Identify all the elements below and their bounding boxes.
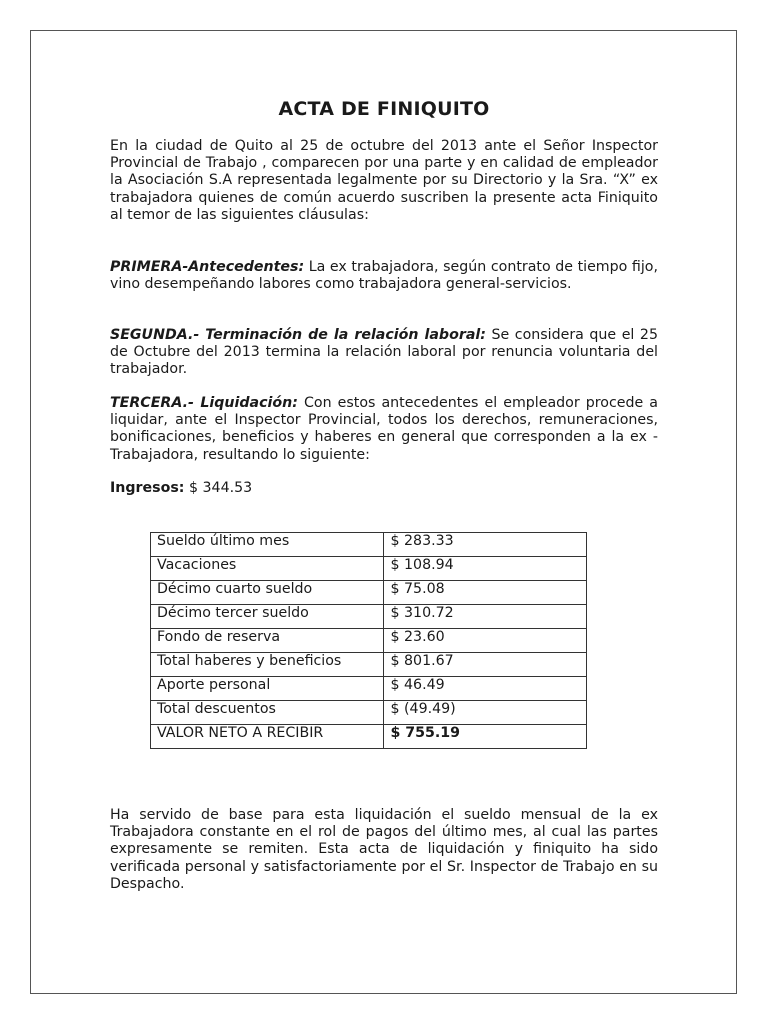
ingresos-line — [110, 480, 658, 497]
ingresos-value: $ 344.53 — [184, 480, 253, 496]
table-row — [151, 605, 587, 629]
amount-cell: $ 108.94 — [384, 557, 587, 581]
net-value-label: VALOR NETO A RECIBIR — [151, 725, 384, 749]
amount-cell: $ 801.67 — [384, 653, 587, 677]
table-row — [151, 653, 587, 677]
liquidation-table — [150, 532, 587, 749]
table-row — [151, 533, 587, 557]
concept-cell: Total haberes y beneficios — [151, 653, 384, 677]
clause-heading: SEGUNDA.- Terminación de la relación laboral: — [110, 327, 486, 343]
concept-cell: Fondo de reserva — [151, 629, 384, 653]
clause-heading: TERCERA.- Liquidación: — [110, 395, 298, 411]
clause-tercera — [110, 395, 658, 464]
clause-text: La ex trabajadora, según contrato de tiempo fijo, vino desempeñando labores como trabajadora general-servicios. — [110, 259, 658, 293]
table-row — [151, 581, 587, 605]
clause-heading: PRIMERA-Antecedentes: — [110, 259, 305, 275]
clause-primera — [110, 259, 658, 293]
table-row — [151, 701, 587, 725]
ingresos-label: Ingresos: — [110, 480, 185, 496]
table-row — [151, 557, 587, 581]
amount-cell: $ 23.60 — [384, 629, 587, 653]
amount-cell: $ (49.49) — [384, 701, 587, 725]
clause-segunda — [110, 327, 658, 379]
amount-cell: $ 283.33 — [384, 533, 587, 557]
clause-text: Con estos antecedentes el empleador procede a liquidar, ante el Inspector Provincial, todos los derechos, remuneraciones, bonificaciones, beneficios y haberes en general que corresponden a la ex - Trabajadora, resultando lo siguiente: — [110, 395, 658, 463]
net-value-amount: $ 755.19 — [384, 725, 587, 749]
document-title: ACTA DE FINIQUITO — [278, 98, 490, 120]
concept-cell: Vacaciones — [151, 557, 384, 581]
clause-text: Se considera que el 25 de Octubre del 2013 termina la relación laboral por renuncia voluntaria del trabajador. — [110, 327, 658, 378]
intro-paragraph: En la ciudad de Quito al 25 de octubre del 2013 ante el Señor Inspector Provincial de Trabajo , comparecen por una parte y en calidad de empleador la Asociación S.A representada legalmente por su Directorio y la Sra. “X” ex trabajadora quienes de común acuerdo suscriben la presente acta Finiquito al temor de las siguientes cláusulas: — [110, 138, 658, 223]
table-row — [151, 677, 587, 701]
closing-paragraph: Ha servido de base para esta liquidación el sueldo mensual de la ex Trabajadora constante en el rol de pagos del último mes, al cual las partes expresamente se remiten. Esta acta de liquidación y finiquito ha sido verificada personal y satisfactoriamente por el Sr. Inspector de Trabajo en su Despacho. — [110, 807, 658, 892]
concept-cell: Décimo cuarto sueldo — [151, 581, 384, 605]
concept-cell: Sueldo último mes — [151, 533, 384, 557]
concept-cell: Décimo tercer sueldo — [151, 605, 384, 629]
amount-cell: $ 75.08 — [384, 581, 587, 605]
table-row-total — [151, 725, 587, 749]
table-row — [151, 629, 587, 653]
amount-cell: $ 46.49 — [384, 677, 587, 701]
amount-cell: $ 310.72 — [384, 605, 587, 629]
concept-cell: Aporte personal — [151, 677, 384, 701]
concept-cell: Total descuentos — [151, 701, 384, 725]
